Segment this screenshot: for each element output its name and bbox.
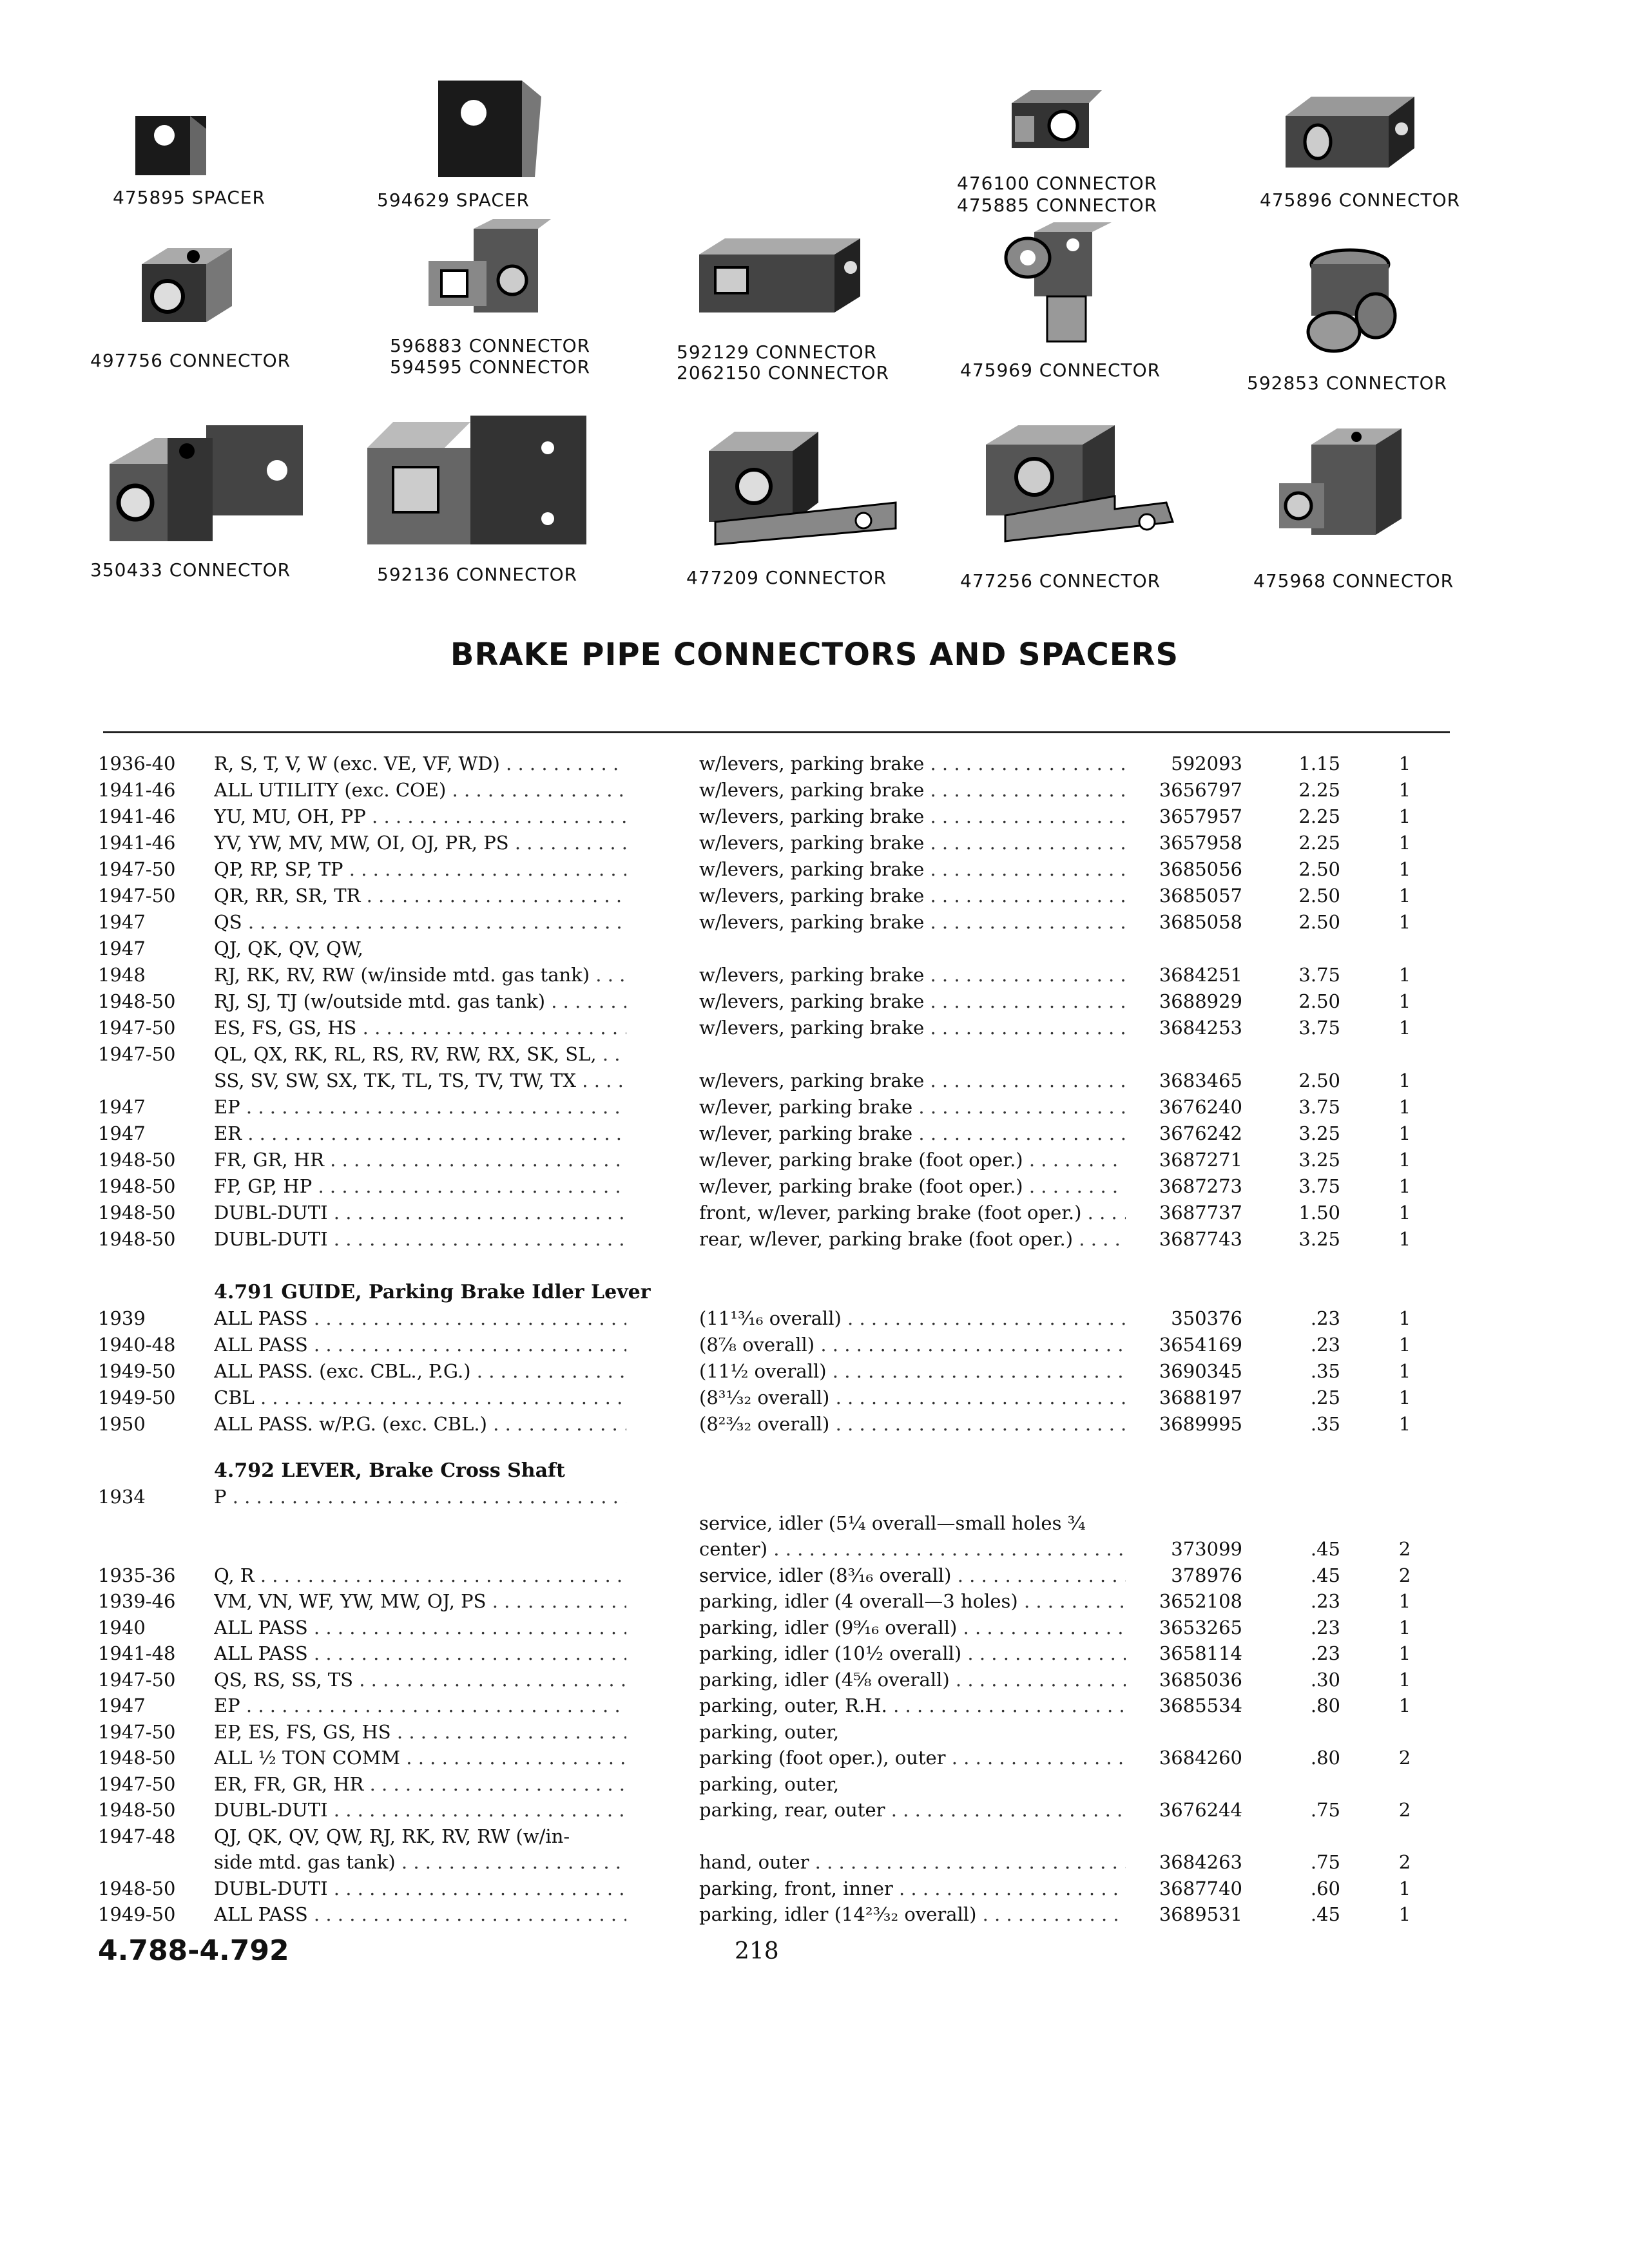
- figure-caption: 350433 CONNECTOR: [90, 559, 291, 581]
- page-number: 218: [735, 1938, 779, 1965]
- quantity-cell: 1: [1398, 964, 1411, 986]
- table-row: [0, 1588, 1629, 1615]
- quantity-cell: 1: [1398, 1903, 1411, 1925]
- description-cell: service, idler (5¼ overall—small holes ¾: [699, 1512, 1086, 1534]
- table-row: [0, 803, 1629, 830]
- quantity-cell: 1: [1398, 1360, 1411, 1382]
- model-cell: ER, FR, GR, HR . . .: [214, 1771, 626, 1798]
- year-cell: 1941-46: [98, 805, 176, 827]
- quantity-cell: 1: [1398, 1877, 1411, 1899]
- description-cell: parking, idler (10½ overall) . . .: [699, 1640, 1126, 1667]
- figure-caption: 477256 CONNECTOR: [960, 570, 1161, 591]
- quantity-cell: 2: [1398, 1538, 1411, 1560]
- figure-caption: 2062150 CONNECTOR: [677, 362, 889, 383]
- model-cell: EP, ES, FS, GS, HS . . .: [214, 1719, 626, 1745]
- table-row: [0, 1823, 1629, 1850]
- description-cell: w/lever, parking brake . . .: [699, 1094, 1126, 1120]
- figure-caption: 475968 CONNECTOR: [1253, 570, 1454, 591]
- model-cell: QJ, QK, QV, QW,: [214, 937, 363, 959]
- year-cell: 1935-36: [98, 1564, 176, 1586]
- model-cell: VM, VN, WF, YW, MW, OJ, PS . . .: [214, 1588, 626, 1615]
- figure-caption: 476100 CONNECTOR: [957, 173, 1158, 194]
- price-cell: 2.50: [1298, 885, 1340, 907]
- year-cell: 1947: [98, 1122, 146, 1144]
- connector-icon: [97, 412, 309, 548]
- part-number-cell: 3684253: [1159, 1017, 1242, 1039]
- price-cell: .23: [1310, 1590, 1340, 1612]
- table-row: [0, 1226, 1629, 1253]
- price-cell: .35: [1310, 1360, 1340, 1382]
- price-cell: 3.75: [1298, 1017, 1340, 1039]
- price-cell: .23: [1310, 1616, 1340, 1639]
- model-cell: DUBL-DUTI . . .: [214, 1226, 626, 1253]
- description-cell: w/lever, parking brake (foot oper.) . . .: [699, 1173, 1126, 1200]
- part-number-cell: 3676242: [1159, 1122, 1242, 1144]
- table-row: [0, 962, 1629, 988]
- table-row: [0, 1305, 1629, 1332]
- price-cell: 3.25: [1298, 1228, 1340, 1250]
- price-cell: 2.50: [1298, 990, 1340, 1012]
- section-heading-4791: 4.791 GUIDE, Parking Brake Idler Lever: [214, 1281, 651, 1303]
- model-cell: QP, RP, SP, TP . . .: [214, 856, 626, 883]
- connector-icon: [354, 409, 593, 551]
- quantity-cell: 1: [1398, 911, 1411, 933]
- part-number-cell: 3685057: [1159, 885, 1242, 907]
- table-row: [0, 1667, 1629, 1693]
- price-cell: .23: [1310, 1334, 1340, 1356]
- year-cell: 1948-50: [98, 1202, 176, 1224]
- connector-icon: [1279, 90, 1421, 174]
- model-cell: ALL PASS. (exc. CBL., P.G.) . . .: [214, 1358, 626, 1385]
- model-cell: DUBL-DUTI . . .: [214, 1876, 626, 1902]
- year-cell: 1949-50: [98, 1903, 176, 1925]
- price-cell: .45: [1310, 1538, 1340, 1560]
- description-cell: parking, idler (4 overall—3 holes) . . .: [699, 1588, 1126, 1615]
- description-cell: w/levers, parking brake . . .: [699, 830, 1126, 856]
- price-cell: 3.75: [1298, 964, 1340, 986]
- part-number-cell: 3687273: [1159, 1175, 1242, 1197]
- quantity-cell: 1: [1398, 1175, 1411, 1197]
- price-cell: .25: [1310, 1387, 1340, 1408]
- part-number-cell: 3689995: [1159, 1413, 1242, 1435]
- part-number-cell: 3656797: [1159, 779, 1242, 801]
- year-cell: 1936-40: [98, 753, 176, 774]
- part-number-cell: 3684263: [1159, 1851, 1242, 1873]
- connector-icon: [693, 235, 867, 319]
- quantity-cell: 2: [1398, 1799, 1411, 1821]
- model-cell: ES, FS, GS, HS . . .: [214, 1015, 626, 1041]
- price-cell: .35: [1310, 1413, 1340, 1435]
- quantity-cell: 1: [1398, 1695, 1411, 1716]
- part-number-cell: 3687743: [1159, 1228, 1242, 1250]
- connector-icon: [689, 419, 902, 548]
- price-cell: 3.75: [1298, 1096, 1340, 1118]
- table-row: [0, 1358, 1629, 1385]
- model-cell: ALL UTILITY (exc. COE) . . .: [214, 777, 626, 803]
- year-cell: 1949-50: [98, 1387, 176, 1408]
- page-title: BRAKE PIPE CONNECTORS AND SPACERS: [450, 637, 1179, 673]
- model-cell: ALL PASS . . .: [214, 1305, 626, 1332]
- table-row: [0, 1640, 1629, 1667]
- table-row: [0, 1562, 1629, 1589]
- table-row: [0, 856, 1629, 883]
- description-cell: w/levers, parking brake . . .: [699, 1015, 1126, 1041]
- connector-icon: [422, 216, 551, 319]
- part-number-cell: 3685056: [1159, 858, 1242, 880]
- part-number-cell: 3654169: [1159, 1334, 1242, 1356]
- model-cell: R, S, T, V, W (exc. VE, VF, WD) . . .: [214, 751, 626, 777]
- year-cell: 1948: [98, 964, 146, 986]
- year-cell: 1950: [98, 1413, 146, 1435]
- year-cell: 1947: [98, 1695, 146, 1716]
- quantity-cell: 1: [1398, 1668, 1411, 1691]
- section-range: 4.788-4.792: [98, 1934, 289, 1967]
- year-cell: 1949-50: [98, 1360, 176, 1382]
- model-cell: side mtd. gas tank) . . .: [214, 1849, 626, 1876]
- price-cell: 2.25: [1298, 779, 1340, 801]
- description-cell: w/levers, parking brake . . .: [699, 1068, 1126, 1094]
- table-row: [0, 1849, 1629, 1876]
- price-cell: .45: [1310, 1903, 1340, 1925]
- model-cell: CBL . . .: [214, 1385, 626, 1411]
- table-row: [0, 1719, 1629, 1745]
- model-cell: RJ, RK, RV, RW (w/inside mtd. gas tank) . . .: [214, 962, 626, 988]
- table-row: [0, 1200, 1629, 1226]
- part-number-cell: 3685534: [1159, 1695, 1242, 1716]
- year-cell: 1947: [98, 937, 146, 959]
- quantity-cell: 1: [1398, 1228, 1411, 1250]
- model-cell: YU, MU, OH, PP . . .: [214, 803, 626, 830]
- model-cell: ALL PASS . . .: [214, 1901, 626, 1928]
- table-row: [0, 1484, 1629, 1510]
- description-cell: w/levers, parking brake . . .: [699, 803, 1126, 830]
- model-cell: ALL ½ TON COMM . . .: [214, 1745, 626, 1771]
- year-cell: 1941-46: [98, 779, 176, 801]
- table-row: [0, 1901, 1629, 1928]
- table-row: [0, 1411, 1629, 1437]
- description-cell: parking, front, inner . . .: [699, 1876, 1126, 1902]
- description-cell: (8²³⁄₃₂ overall) . . .: [699, 1411, 1126, 1437]
- table-row: [0, 1510, 1629, 1537]
- connector-icon: [1002, 219, 1118, 348]
- description-cell: w/levers, parking brake . . .: [699, 856, 1126, 883]
- part-number-cell: 3676240: [1159, 1096, 1242, 1118]
- figure-caption: 592853 CONNECTOR: [1247, 372, 1448, 394]
- price-cell: 2.50: [1298, 911, 1340, 933]
- price-cell: .80: [1310, 1747, 1340, 1769]
- price-cell: .45: [1310, 1564, 1340, 1586]
- table-row: [0, 777, 1629, 803]
- year-cell: 1941-48: [98, 1642, 176, 1664]
- table-row: [0, 1536, 1629, 1562]
- quantity-cell: 1: [1398, 779, 1411, 801]
- figure-caption: 497756 CONNECTOR: [90, 350, 291, 371]
- table-row: [0, 1120, 1629, 1147]
- model-cell: ALL PASS. w/P.G. (exc. CBL.) . . .: [214, 1411, 626, 1437]
- description-cell: front, w/lever, parking brake (foot oper.) . . .: [699, 1200, 1126, 1226]
- spacer-icon: [432, 71, 548, 180]
- year-cell: 1948-50: [98, 1175, 176, 1197]
- figure-caption: 596883 CONNECTOR: [390, 335, 591, 356]
- quantity-cell: 1: [1398, 885, 1411, 907]
- part-number-cell: 592093: [1171, 753, 1242, 774]
- table-row: [0, 751, 1629, 777]
- part-number-cell: 3690345: [1159, 1360, 1242, 1382]
- year-cell: 1948-50: [98, 1228, 176, 1250]
- description-cell: w/levers, parking brake . . .: [699, 751, 1126, 777]
- quantity-cell: 1: [1398, 805, 1411, 827]
- quantity-cell: 1: [1398, 1149, 1411, 1171]
- table-row: [0, 1332, 1629, 1358]
- quantity-cell: 1: [1398, 1122, 1411, 1144]
- description-cell: (11¹³⁄₁₆ overall) . . .: [699, 1305, 1126, 1332]
- year-cell: 1947-48: [98, 1825, 176, 1847]
- figure-caption: 475895 SPACER: [113, 187, 266, 208]
- quantity-cell: 1: [1398, 858, 1411, 880]
- description-cell: parking (foot oper.), outer . . .: [699, 1745, 1126, 1771]
- divider: [103, 731, 1450, 733]
- part-number-cell: 3687740: [1159, 1877, 1242, 1899]
- model-cell: ALL PASS . . .: [214, 1615, 626, 1641]
- description-cell: parking, outer, R.H. . . .: [699, 1693, 1126, 1719]
- description-cell: parking, idler (4⁵⁄₈ overall) . . .: [699, 1667, 1126, 1693]
- description-cell: w/lever, parking brake (foot oper.) . . .: [699, 1147, 1126, 1173]
- price-cell: .23: [1310, 1307, 1340, 1329]
- part-number-cell: 3685036: [1159, 1668, 1242, 1691]
- model-cell: QS, RS, SS, TS . . .: [214, 1667, 626, 1693]
- table-row: [0, 1693, 1629, 1719]
- year-cell: 1947-50: [98, 858, 176, 880]
- quantity-cell: 2: [1398, 1747, 1411, 1769]
- model-cell: QJ, QK, QV, QW, RJ, RK, RV, RW (w/in-: [214, 1825, 570, 1847]
- model-cell: FR, GR, HR . . .: [214, 1147, 626, 1173]
- quantity-cell: 1: [1398, 832, 1411, 854]
- description-cell: w/levers, parking brake . . .: [699, 909, 1126, 936]
- part-number-cell: 373099: [1171, 1538, 1242, 1560]
- year-cell: 1939: [98, 1307, 146, 1329]
- price-cell: 1.15: [1298, 753, 1340, 774]
- description-cell: w/levers, parking brake . . .: [699, 988, 1126, 1015]
- model-cell: FP, GP, HP . . .: [214, 1173, 626, 1200]
- price-cell: .60: [1310, 1877, 1340, 1899]
- part-number-cell: 3687271: [1159, 1149, 1242, 1171]
- table-row: [0, 1385, 1629, 1411]
- year-cell: 1947-50: [98, 1720, 176, 1743]
- part-number-cell: 350376: [1171, 1307, 1242, 1329]
- quantity-cell: 1: [1398, 1387, 1411, 1408]
- price-cell: 2.50: [1298, 1070, 1340, 1091]
- part-number-cell: 3685058: [1159, 911, 1242, 933]
- part-number-cell: 3689531: [1159, 1903, 1242, 1925]
- year-cell: 1941-46: [98, 832, 176, 854]
- model-cell: QL, QX, RK, RL, RS, RV, RW, RX, SK, SL, . . .: [214, 1041, 626, 1068]
- year-cell: 1940-48: [98, 1334, 176, 1356]
- year-cell: 1947-50: [98, 1043, 176, 1065]
- part-number-cell: 3657957: [1159, 805, 1242, 827]
- figure-caption: 477209 CONNECTOR: [686, 567, 887, 588]
- year-cell: 1947-50: [98, 1017, 176, 1039]
- description-cell: (8⁷⁄₈ overall) . . .: [699, 1332, 1126, 1358]
- figure-caption: 592136 CONNECTOR: [377, 564, 578, 585]
- quantity-cell: 1: [1398, 753, 1411, 774]
- quantity-cell: 1: [1398, 1642, 1411, 1664]
- price-cell: .30: [1310, 1668, 1340, 1691]
- description-cell: w/lever, parking brake . . .: [699, 1120, 1126, 1147]
- table-row: [0, 936, 1629, 962]
- description-cell: w/levers, parking brake . . .: [699, 883, 1126, 909]
- model-cell: P . . .: [214, 1484, 626, 1510]
- year-cell: 1940: [98, 1616, 146, 1639]
- description-cell: center) . . .: [699, 1536, 1126, 1562]
- quantity-cell: 2: [1398, 1851, 1411, 1873]
- quantity-cell: 1: [1398, 1070, 1411, 1091]
- model-cell: DUBL-DUTI . . .: [214, 1797, 626, 1823]
- model-cell: SS, SV, SW, SX, TK, TL, TS, TV, TW, TX . . .: [214, 1068, 626, 1094]
- figure-caption: 592129 CONNECTOR: [677, 341, 878, 363]
- quantity-cell: 1: [1398, 1096, 1411, 1118]
- price-cell: 3.25: [1298, 1149, 1340, 1171]
- year-cell: 1948-50: [98, 1747, 176, 1769]
- year-cell: 1948-50: [98, 1799, 176, 1821]
- quantity-cell: 1: [1398, 1590, 1411, 1612]
- table-row: [0, 830, 1629, 856]
- figure-caption: 594595 CONNECTOR: [390, 356, 591, 378]
- description-cell: parking, outer,: [699, 1720, 840, 1743]
- figure-caption: 594629 SPACER: [377, 189, 530, 211]
- model-cell: ALL PASS . . .: [214, 1332, 626, 1358]
- connector-icon: [1295, 245, 1405, 361]
- figure-caption: 475885 CONNECTOR: [957, 195, 1158, 216]
- part-number-cell: 3652108: [1159, 1590, 1242, 1612]
- table-row: [0, 1173, 1629, 1200]
- description-cell: (8³¹⁄₃₂ overall) . . .: [699, 1385, 1126, 1411]
- price-cell: 3.75: [1298, 1175, 1340, 1197]
- year-cell: 1948-50: [98, 1149, 176, 1171]
- year-cell: 1934: [98, 1486, 146, 1508]
- quantity-cell: 1: [1398, 1413, 1411, 1435]
- price-cell: .80: [1310, 1695, 1340, 1716]
- part-number-cell: 3676244: [1159, 1799, 1242, 1821]
- description-cell: w/levers, parking brake . . .: [699, 962, 1126, 988]
- quantity-cell: 1: [1398, 1616, 1411, 1639]
- part-number-cell: 3684251: [1159, 964, 1242, 986]
- part-number-cell: 3688197: [1159, 1387, 1242, 1408]
- model-cell: Q, R . . .: [214, 1562, 626, 1589]
- table-row: [0, 883, 1629, 909]
- part-number-cell: 3657958: [1159, 832, 1242, 854]
- quantity-cell: 2: [1398, 1564, 1411, 1586]
- description-cell: parking, rear, outer . . .: [699, 1797, 1126, 1823]
- description-cell: service, idler (8³⁄₁₆ overall) . . .: [699, 1562, 1126, 1589]
- table-row: [0, 1745, 1629, 1771]
- price-cell: 2.50: [1298, 858, 1340, 880]
- description-cell: (11½ overall) . . .: [699, 1358, 1126, 1385]
- price-cell: 1.50: [1298, 1202, 1340, 1224]
- part-number-cell: 3683465: [1159, 1070, 1242, 1091]
- connector-icon: [999, 84, 1102, 161]
- year-cell: 1947-50: [98, 1773, 176, 1795]
- table-row: [0, 1094, 1629, 1120]
- year-cell: 1947: [98, 911, 146, 933]
- price-cell: .23: [1310, 1642, 1340, 1664]
- part-number-cell: 3658114: [1159, 1642, 1242, 1664]
- model-cell: QS . . .: [214, 909, 626, 936]
- model-cell: EP . . .: [214, 1693, 626, 1719]
- figure-caption: 475969 CONNECTOR: [960, 360, 1161, 381]
- connector-icon: [973, 419, 1179, 548]
- year-cell: 1947-50: [98, 1668, 176, 1691]
- description-cell: parking, idler (9⁹⁄₁₆ overall) . . .: [699, 1615, 1126, 1641]
- table-row: [0, 1876, 1629, 1902]
- quantity-cell: 1: [1398, 990, 1411, 1012]
- model-cell: YV, YW, MV, MW, OI, OJ, PR, PS . . .: [214, 830, 626, 856]
- section-heading-4792: 4.792 LEVER, Brake Cross Shaft: [214, 1459, 565, 1482]
- price-cell: 3.25: [1298, 1122, 1340, 1144]
- spacer-icon: [129, 110, 213, 180]
- model-cell: ALL PASS . . .: [214, 1640, 626, 1667]
- quantity-cell: 1: [1398, 1334, 1411, 1356]
- description-cell: rear, w/lever, parking brake (foot oper.) . . .: [699, 1226, 1126, 1253]
- connector-icon: [122, 238, 238, 329]
- quantity-cell: 1: [1398, 1202, 1411, 1224]
- year-cell: 1948-50: [98, 990, 176, 1012]
- year-cell: 1947-50: [98, 885, 176, 907]
- quantity-cell: 1: [1398, 1307, 1411, 1329]
- table-row: [0, 1615, 1629, 1641]
- description-cell: parking, idler (14²³⁄₃₂ overall) . . .: [699, 1901, 1126, 1928]
- model-cell: DUBL-DUTI . . .: [214, 1200, 626, 1226]
- part-number-cell: 3688929: [1159, 990, 1242, 1012]
- year-cell: 1939-46: [98, 1590, 176, 1612]
- table-row: [0, 1068, 1629, 1094]
- model-cell: QR, RR, SR, TR . . .: [214, 883, 626, 909]
- description-cell: w/levers, parking brake . . .: [699, 777, 1126, 803]
- model-cell: EP . . .: [214, 1094, 626, 1120]
- price-cell: 2.25: [1298, 832, 1340, 854]
- table-row: [0, 1015, 1629, 1041]
- model-cell: RJ, SJ, TJ (w/outside mtd. gas tank) . . .: [214, 988, 626, 1015]
- price-cell: 2.25: [1298, 805, 1340, 827]
- model-cell: ER . . .: [214, 1120, 626, 1147]
- part-number-cell: 378976: [1171, 1564, 1242, 1586]
- figure-caption: 475896 CONNECTOR: [1260, 189, 1461, 211]
- description-cell: hand, outer . . .: [699, 1849, 1126, 1876]
- table-row: [0, 988, 1629, 1015]
- table-row: [0, 909, 1629, 936]
- part-number-cell: 3653265: [1159, 1616, 1242, 1639]
- table-row: [0, 1147, 1629, 1173]
- table-row: [0, 1797, 1629, 1823]
- part-number-cell: 3684260: [1159, 1747, 1242, 1769]
- year-cell: 1947: [98, 1096, 146, 1118]
- year-cell: 1948-50: [98, 1877, 176, 1899]
- price-cell: .75: [1310, 1799, 1340, 1821]
- table-row: [0, 1771, 1629, 1798]
- part-number-cell: 3687737: [1159, 1202, 1242, 1224]
- description-cell: parking, outer,: [699, 1773, 840, 1795]
- price-cell: .75: [1310, 1851, 1340, 1873]
- connector-icon: [1273, 425, 1414, 541]
- table-row: [0, 1041, 1629, 1068]
- quantity-cell: 1: [1398, 1017, 1411, 1039]
